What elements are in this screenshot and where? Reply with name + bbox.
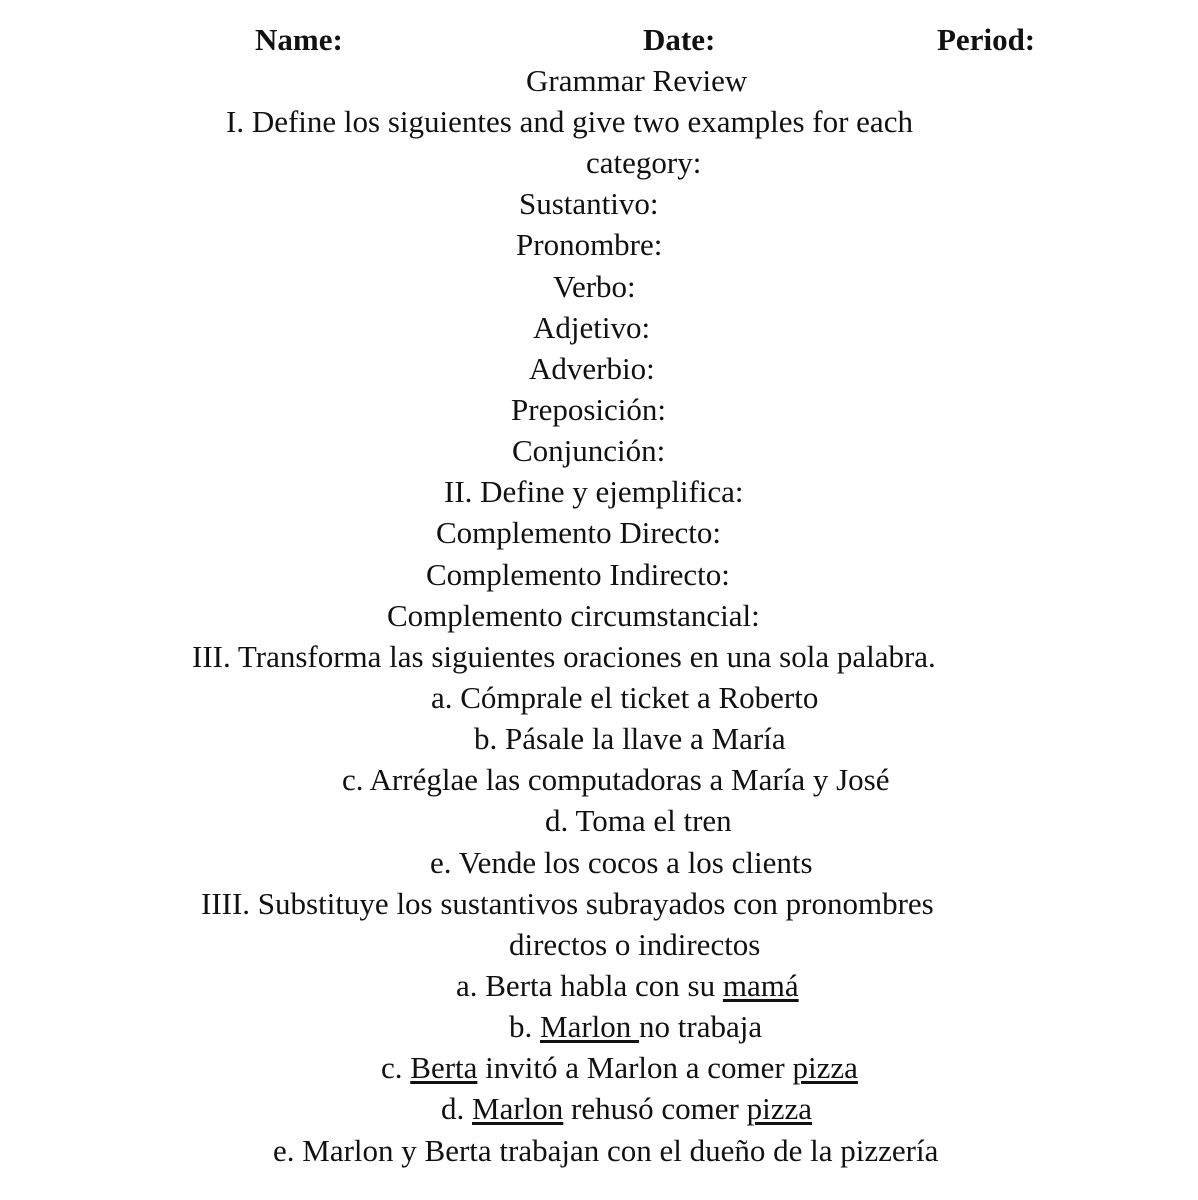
section-3-heading: III. Transforma las siguientes oraciones en una sola palabra. <box>192 639 936 674</box>
underlined-noun: pizza <box>746 1091 813 1126</box>
list-item: d. Marlon rehusó comer pizza <box>441 1091 813 1126</box>
list-item: e. Vende los cocos a los clients <box>430 845 813 880</box>
worksheet-title: Grammar Review <box>526 63 748 98</box>
term-sustantivo: Sustantivo: <box>519 186 659 221</box>
term-verbo: Verbo: <box>553 269 636 304</box>
section-1-heading-cont: category: <box>586 145 702 180</box>
list-item: b. Marlon no trabaja <box>509 1009 763 1044</box>
underlined-noun: Berta <box>410 1050 478 1085</box>
term-pronombre: Pronombre: <box>516 227 663 262</box>
term-adjetivo: Adjetivo: <box>533 310 651 345</box>
name-label: Name: <box>255 22 343 57</box>
list-item: b. Pásale la llave a María <box>474 721 786 756</box>
list-item: c. Berta invitó a Marlon a comer pizza <box>381 1050 858 1085</box>
list-item: d. Toma el tren <box>545 803 732 838</box>
underlined-noun: pizza <box>792 1050 858 1085</box>
list-item: c. Arréglae las computadoras a María y José <box>342 762 890 797</box>
section-4-heading-cont: directos o indirectos <box>509 927 761 962</box>
underlined-noun: mamá <box>722 968 799 1003</box>
list-item: e. Marlon y Berta trabajan con el dueño de la pizzería <box>273 1133 939 1168</box>
term-conjuncion: Conjunción: <box>512 433 666 468</box>
term-complemento-circumstancial: Complemento circumstancial: <box>387 598 760 633</box>
term-complemento-indirecto: Complemento Indirecto: <box>426 557 730 592</box>
underlined-noun: Marlon <box>472 1091 564 1126</box>
underlined-noun: Marlon <box>540 1009 640 1044</box>
term-preposicion: Preposición: <box>511 392 666 427</box>
list-item: a. Berta habla con su mamá <box>456 968 799 1003</box>
section-1-heading: I. Define los siguientes and give two examples for each <box>226 104 913 139</box>
section-2-heading: II. Define y ejemplifica: <box>444 474 744 509</box>
period-label: Period: <box>937 22 1036 57</box>
term-complemento-directo: Complemento Directo: <box>436 515 721 550</box>
section-4-heading: IIII. Substituye los sustantivos subrayados con pronombres <box>201 886 934 921</box>
date-label: Date: <box>643 22 716 57</box>
list-item: a. Cómprale el ticket a Roberto <box>431 680 819 715</box>
term-adverbio: Adverbio: <box>529 351 655 386</box>
